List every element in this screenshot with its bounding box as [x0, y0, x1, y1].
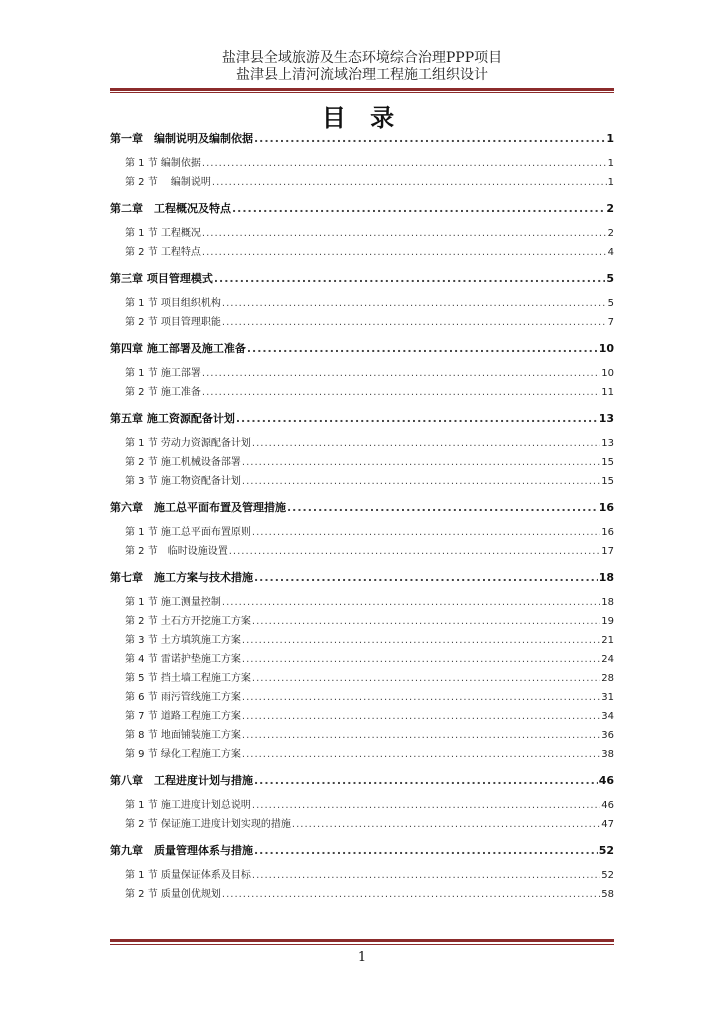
toc-dot-leader: [242, 635, 600, 646]
toc-dot-leader: [252, 800, 600, 811]
toc-page-number: 24: [601, 654, 614, 665]
toc-section-entry[interactable]: [110, 745, 614, 764]
toc-chapter-entry[interactable]: [110, 772, 614, 790]
toc-entry-title: 第 5 节 挡土墙工程施工方案: [125, 673, 251, 684]
toc-page-number: 34: [601, 711, 614, 722]
toc-page-number: 38: [601, 749, 614, 760]
header-rule: [110, 88, 614, 91]
toc-entry-title: 第 8 节 地面铺装施工方案: [125, 730, 241, 741]
toc-chapter-entry[interactable]: [110, 130, 614, 148]
toc-entry-title: 第 2 节 质量创优规划: [125, 889, 221, 900]
toc-entry-title: 第 1 节 施工总平面布置原则: [125, 527, 251, 538]
toc-dot-leader: [202, 387, 600, 398]
toc-page-number: 10: [601, 368, 614, 379]
toc-dot-leader: [214, 272, 606, 285]
toc-entry-title: 第 3 节 土方填筑施工方案: [125, 635, 241, 646]
toc-section-entry[interactable]: [110, 612, 614, 631]
toc-section-entry[interactable]: [110, 453, 614, 472]
toc-page-number: 1: [607, 177, 614, 188]
toc-dot-leader: [232, 202, 605, 215]
toc-chapter-entry[interactable]: [110, 410, 614, 428]
toc-page-number: 16: [598, 501, 614, 514]
toc-page-number: 1: [606, 132, 614, 145]
toc-dot-leader: [212, 177, 607, 188]
toc-page-number: 18: [598, 571, 614, 584]
toc-chapter-entry[interactable]: [110, 842, 614, 860]
toc-section-entry[interactable]: [110, 688, 614, 707]
toc-entry-title: 第四章 施工部署及施工准备: [110, 342, 246, 355]
toc-page-number: 31: [601, 692, 614, 703]
toc-page-number: 17: [601, 546, 614, 557]
toc-page-number: 13: [598, 412, 614, 425]
toc-section-entry[interactable]: [110, 383, 614, 402]
toc-page-number: 21: [601, 635, 614, 646]
toc-entry-title: 第一章 编制说明及编制依据: [110, 132, 253, 145]
toc-page-number: 58: [601, 889, 614, 900]
toc-section-entry[interactable]: [110, 173, 614, 192]
toc-section-entry[interactable]: [110, 472, 614, 491]
toc-entry-title: 第 2 节 项目管理职能: [125, 317, 221, 328]
toc-dot-leader: [242, 730, 600, 741]
toc-page-number: 2: [606, 202, 614, 215]
toc-entry-title: 第 2 节 工程特点: [125, 247, 201, 258]
toc-page-number: 52: [601, 870, 614, 881]
toc-section-entry[interactable]: [110, 631, 614, 650]
toc-entry-title: 第 1 节 施工部署: [125, 368, 201, 379]
toc-page-number: 16: [601, 527, 614, 538]
toc-entry-title: 第五章 施工资源配备计划: [110, 412, 235, 425]
toc-section-entry[interactable]: [110, 313, 614, 332]
toc-section-entry[interactable]: [110, 866, 614, 885]
toc-page-number: 1: [607, 158, 614, 169]
toc-page-number: 10: [598, 342, 614, 355]
toc-page-number: 52: [598, 844, 614, 857]
toc-entry-title: 第 2 节 编制说明: [125, 177, 211, 188]
toc-dot-leader: [236, 412, 598, 425]
toc-section-entry[interactable]: [110, 796, 614, 815]
toc-entry-title: 第 1 节 项目组织机构: [125, 298, 221, 309]
toc-dot-leader: [252, 673, 600, 684]
toc-dot-leader: [254, 132, 605, 145]
toc-entry-title: 第 1 节 施工测量控制: [125, 597, 221, 608]
toc-entry-title: 第 6 节 雨污管线施工方案: [125, 692, 241, 703]
toc-dot-leader: [202, 228, 607, 239]
footer-rule-thin: [110, 944, 614, 945]
toc-page-number: 46: [601, 800, 614, 811]
toc-page-number: 36: [601, 730, 614, 741]
toc-entry-title: 第 1 节 质量保证体系及目标: [125, 870, 251, 881]
toc-section-entry[interactable]: [110, 243, 614, 262]
toc-chapter-entry[interactable]: [110, 340, 614, 358]
toc-dot-leader: [202, 368, 600, 379]
toc-entry-title: 第 9 节 绿化工程施工方案: [125, 749, 241, 760]
toc-section-entry[interactable]: [110, 885, 614, 904]
toc-dot-leader: [287, 501, 598, 514]
toc-page-number: 5: [606, 272, 614, 285]
toc-page-number: 13: [601, 438, 614, 449]
toc-dot-leader: [292, 819, 600, 830]
toc-dot-leader: [222, 597, 600, 608]
toc-entry-title: 第 1 节 编制依据: [125, 158, 201, 169]
toc-page-number: 4: [607, 247, 614, 258]
toc-page-number: 18: [601, 597, 614, 608]
toc-dot-leader: [254, 571, 598, 584]
toc-dot-leader: [242, 711, 600, 722]
toc-section-entry[interactable]: [110, 434, 614, 453]
toc-section-entry[interactable]: [110, 154, 614, 173]
toc-dot-leader: [202, 247, 607, 258]
toc-page-number: 7: [607, 317, 614, 328]
toc-section-entry[interactable]: [110, 650, 614, 669]
toc-entry-title: 第 2 节 临时设施设置: [125, 546, 228, 557]
toc-dot-leader: [252, 527, 600, 538]
toc-dot-leader: [242, 749, 600, 760]
toc-entry-title: 第九章 质量管理体系与措施: [110, 844, 253, 857]
toc-section-entry[interactable]: [110, 707, 614, 726]
toc-section-entry[interactable]: [110, 523, 614, 542]
toc-dot-leader: [252, 616, 600, 627]
page-title: 目 录: [321, 104, 403, 132]
toc-page-number: 15: [601, 457, 614, 468]
toc-section-entry[interactable]: [110, 815, 614, 834]
toc-entry-title: 第 3 节 施工物资配备计划: [125, 476, 241, 487]
toc-entry-title: 第 2 节 保证施工进度计划实现的措施: [125, 819, 291, 830]
toc-entry-title: 第二章 工程概况及特点: [110, 202, 231, 215]
toc-entry-title: 第 2 节 施工准备: [125, 387, 201, 398]
toc-chapter-entry[interactable]: [110, 569, 614, 587]
toc-dot-leader: [242, 457, 600, 468]
toc-section-entry[interactable]: [110, 593, 614, 612]
toc-dot-leader: [242, 692, 600, 703]
toc-entry-title: 第 7 节 道路工程施工方案: [125, 711, 241, 722]
footer-rule: [110, 939, 614, 942]
toc-page-number: 5: [607, 298, 614, 309]
toc-section-entry[interactable]: [110, 224, 614, 243]
toc-dot-leader: [254, 844, 598, 857]
toc-entry-title: 第 1 节 工程概况: [125, 228, 201, 239]
toc-dot-leader: [242, 654, 600, 665]
toc-dot-leader: [252, 870, 600, 881]
header-project-name: 盐津县全域旅游及生态环境综合治理PPP项目: [221, 50, 503, 66]
running-header: [0, 50, 724, 84]
toc-page-number: 28: [601, 673, 614, 684]
toc-dot-leader: [222, 889, 600, 900]
toc-page-number: 46: [598, 774, 614, 787]
toc-chapter-entry[interactable]: [110, 200, 614, 218]
toc-entry-title: 第六章 施工总平面布置及管理措施: [110, 501, 286, 514]
toc-section-entry[interactable]: [110, 669, 614, 688]
toc-section-entry[interactable]: [110, 294, 614, 313]
toc-entry-title: 第 2 节 土石方开挖施工方案: [125, 616, 251, 627]
toc-section-entry[interactable]: [110, 542, 614, 561]
toc-dot-leader: [242, 476, 600, 487]
toc-chapter-entry[interactable]: [110, 499, 614, 517]
toc-page-number: 15: [601, 476, 614, 487]
toc-dot-leader: [229, 546, 601, 557]
toc-page-number: 19: [601, 616, 614, 627]
toc-page-number: 11: [601, 387, 614, 398]
toc-dot-leader: [247, 342, 598, 355]
toc-page-number: 47: [601, 819, 614, 830]
header-document-name: 盐津县上清河流域治理工程施工组织设计: [236, 67, 488, 83]
toc-dot-leader: [252, 438, 600, 449]
page-number: 1: [357, 950, 367, 965]
toc-entry-title: 第八章 工程进度计划与措施: [110, 774, 253, 787]
toc-dot-leader: [222, 317, 607, 328]
toc-section-entry[interactable]: [110, 726, 614, 745]
toc-entry-title: 第三章 项目管理模式: [110, 272, 213, 285]
toc-dot-leader: [222, 298, 607, 309]
header-rule-thin: [110, 92, 614, 93]
toc-page-number: 2: [607, 228, 614, 239]
toc-entry-title: 第 1 节 施工进度计划总说明: [125, 800, 251, 811]
toc-entry-title: 第七章 施工方案与技术措施: [110, 571, 253, 584]
table-of-contents: [110, 130, 614, 904]
toc-chapter-entry[interactable]: [110, 270, 614, 288]
toc-dot-leader: [202, 158, 607, 169]
toc-section-entry[interactable]: [110, 364, 614, 383]
toc-entry-title: 第 2 节 施工机械设备部署: [125, 457, 241, 468]
toc-entry-title: 第 4 节 雷诺护垫施工方案: [125, 654, 241, 665]
toc-dot-leader: [254, 774, 598, 787]
toc-entry-title: 第 1 节 劳动力资源配备计划: [125, 438, 251, 449]
